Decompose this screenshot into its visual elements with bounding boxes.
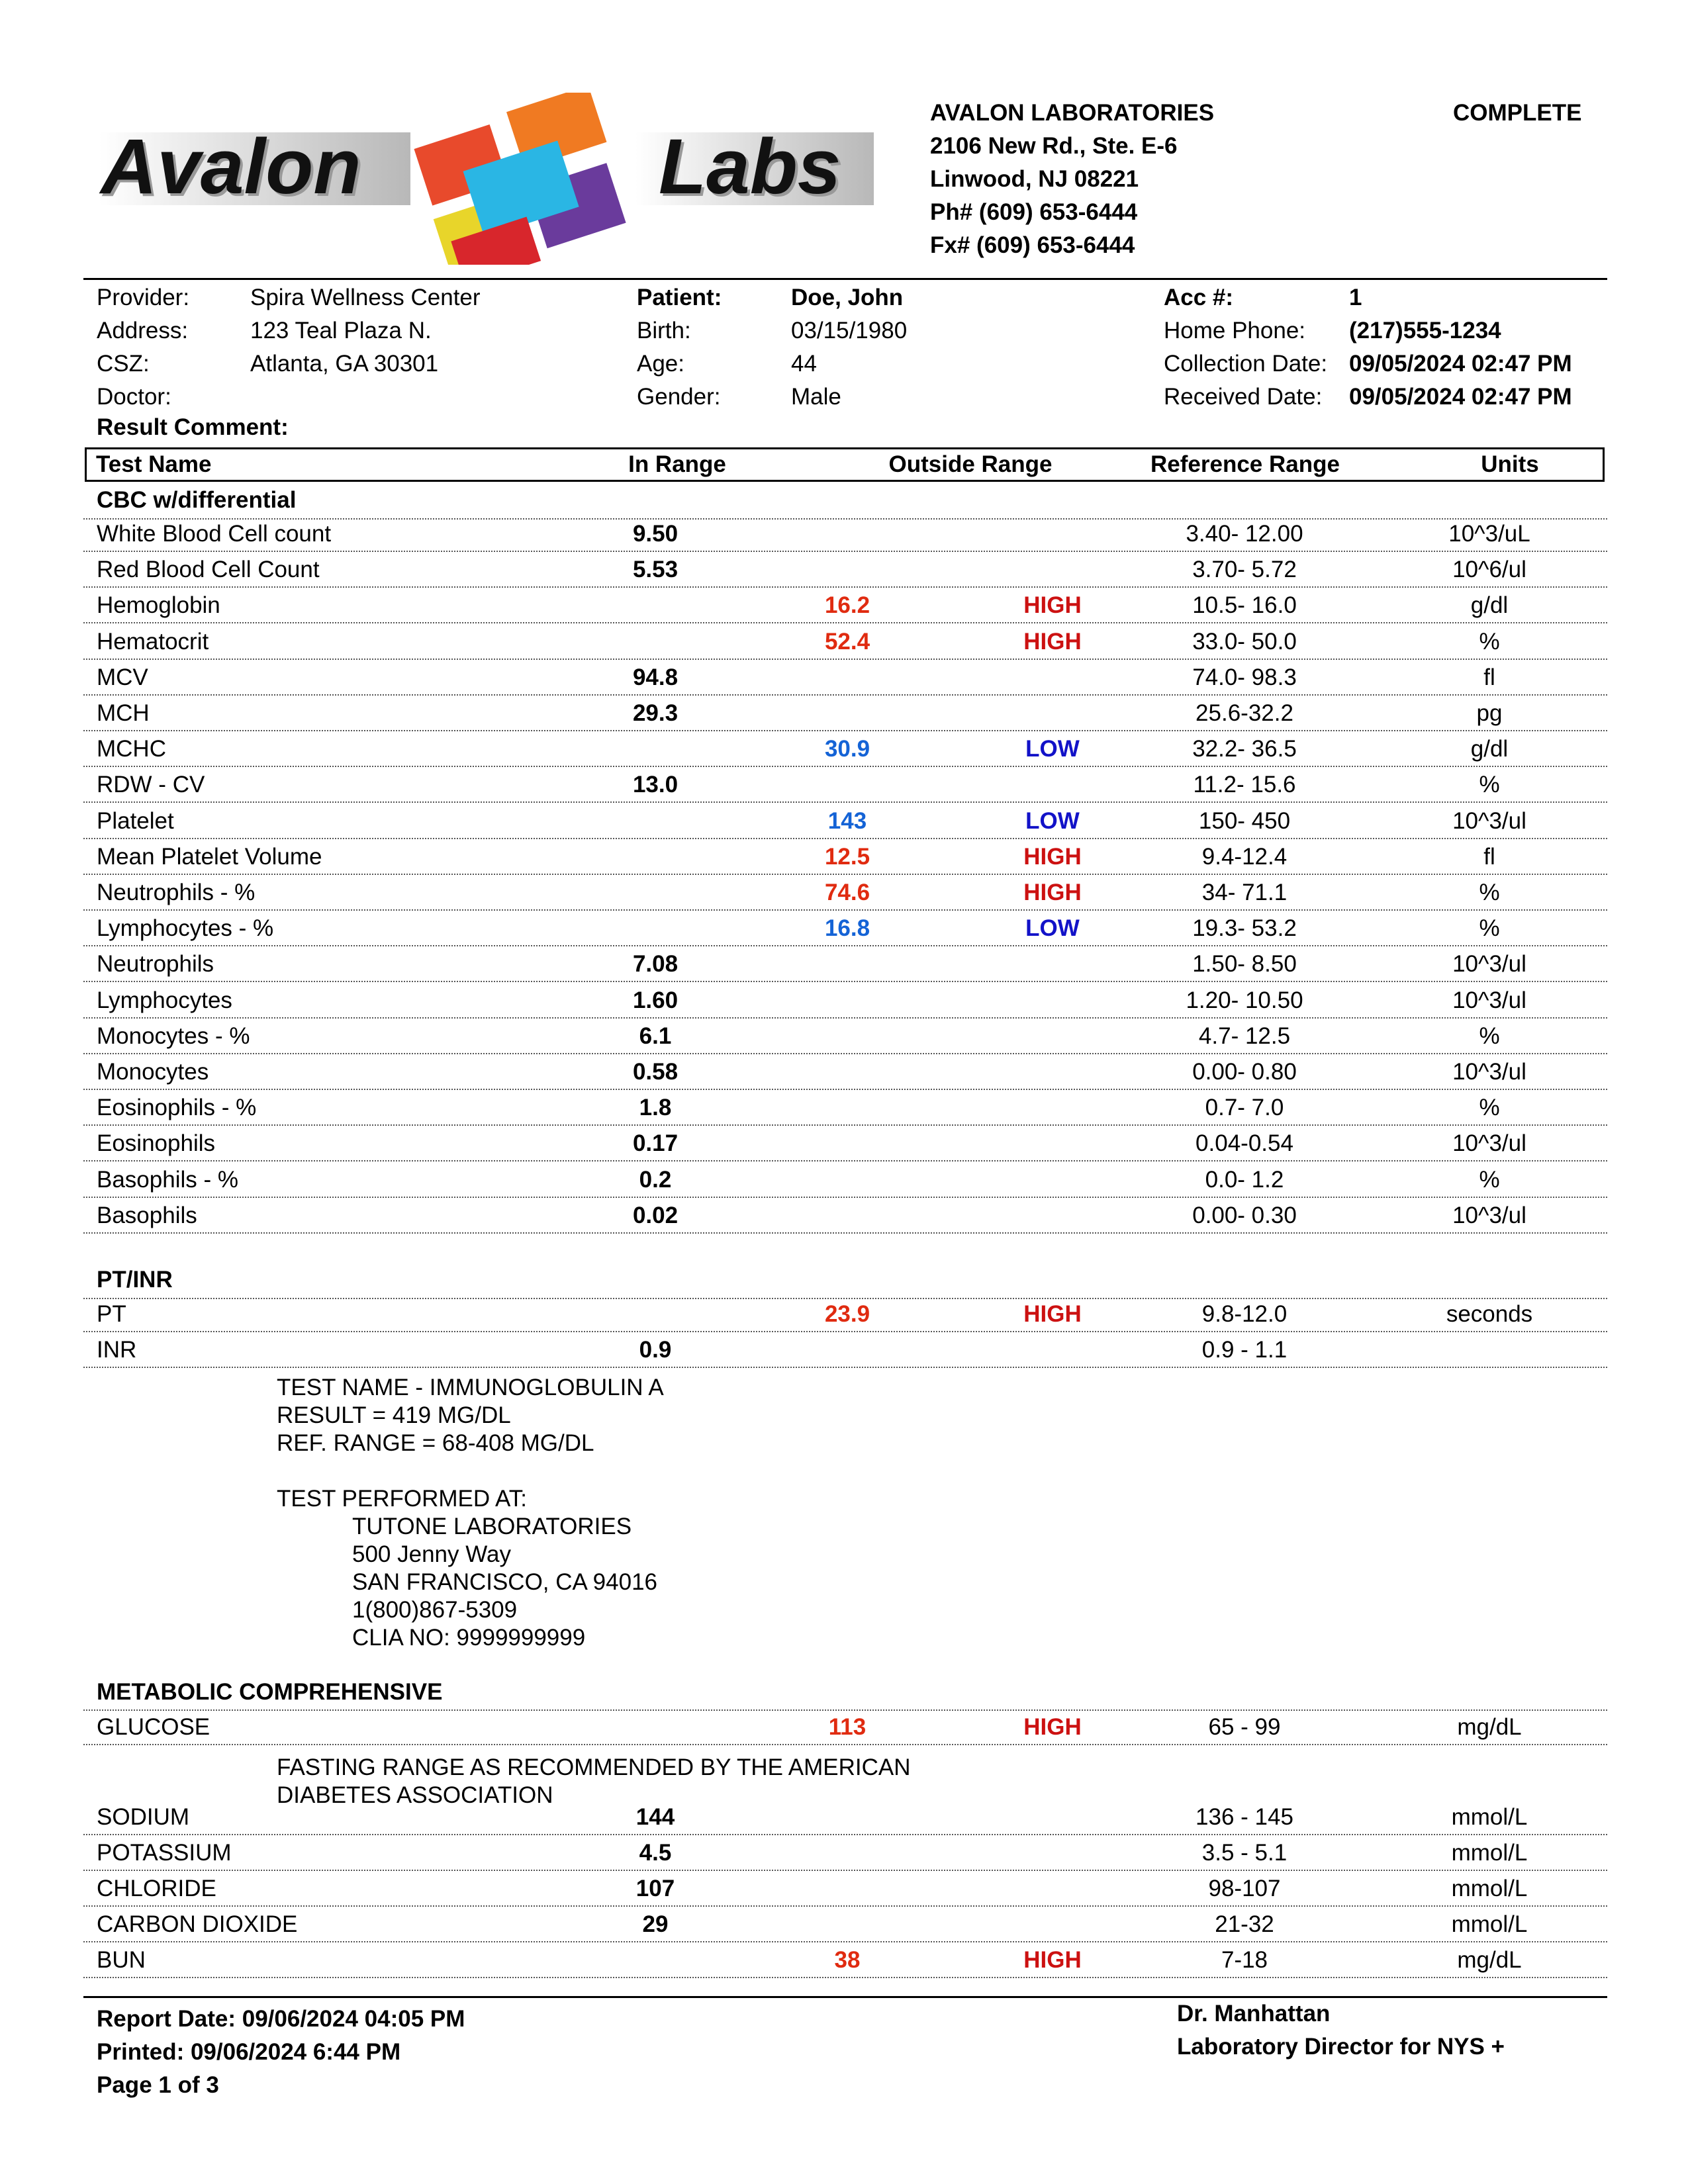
row-divider <box>83 1905 1607 1907</box>
reference-range: 32.2- 36.5 <box>1192 736 1297 762</box>
units: 10^3/uL <box>1448 521 1530 547</box>
flag: HIGH <box>1023 1301 1082 1327</box>
flag: HIGH <box>1023 1714 1082 1740</box>
row-divider <box>83 1834 1607 1835</box>
outside-range-value: 143 <box>827 807 867 834</box>
in-range-value: 94.8 <box>632 664 679 690</box>
reference-range: 33.0- 50.0 <box>1192 628 1297 655</box>
test-name: RDW - CV <box>97 772 205 798</box>
provider-label: Provider: <box>97 285 190 310</box>
test-name: Lymphocytes <box>97 987 232 1013</box>
row-divider <box>83 659 1607 660</box>
in-range-value: 107 <box>635 1876 675 1901</box>
collection-date-value: 09/05/2024 02:47 PM <box>1349 351 1572 377</box>
units: g/dl <box>1470 736 1509 762</box>
header-rule <box>83 278 1607 280</box>
test-name: BUN <box>97 1947 146 1973</box>
units: mg/dL <box>1457 1947 1522 1973</box>
test-name: CHLORIDE <box>97 1876 216 1901</box>
in-range-value: 5.53 <box>632 557 679 583</box>
performed-line: 500 Jenny Way <box>352 1541 511 1567</box>
test-name: GLUCOSE <box>97 1714 211 1740</box>
test-name: Platelet <box>97 807 174 834</box>
performed-line: 1(800)867-5309 <box>352 1597 518 1623</box>
test-name: Monocytes - % <box>97 1023 250 1049</box>
row-divider <box>83 1977 1607 1978</box>
units: 10^3/ul <box>1452 1202 1526 1228</box>
flag: HIGH <box>1023 843 1082 870</box>
flag: HIGH <box>1023 880 1082 905</box>
home-phone-value: (217)555-1234 <box>1349 318 1501 343</box>
units: mmol/L <box>1451 1876 1528 1901</box>
birth-label: Birth: <box>637 318 691 343</box>
reference-range: 0.9 - 1.1 <box>1201 1337 1288 1363</box>
doctor-label: Doctor: <box>97 384 171 410</box>
row-divider <box>83 909 1607 911</box>
printed-date: Printed: 09/06/2024 6:44 PM <box>97 2039 401 2065</box>
test-name: Monocytes <box>97 1059 209 1085</box>
reference-range: 7-18 <box>1221 1947 1268 1973</box>
in-range-value: 0.9 <box>639 1337 672 1363</box>
units: 10^3/ul <box>1452 987 1526 1013</box>
logo-word-labs: Labs <box>659 123 841 210</box>
col-reference-range: Reference Range <box>1150 451 1340 477</box>
reference-range: 98-107 <box>1208 1876 1281 1901</box>
units: 10^3/ul <box>1452 951 1526 978</box>
flag: LOW <box>1025 915 1080 942</box>
reference-range: 0.7- 7.0 <box>1205 1095 1284 1121</box>
test-name: Eosinophils - % <box>97 1095 257 1121</box>
units: 10^3/ul <box>1452 1059 1526 1085</box>
lab-fax: Fx# (609) 653-6444 <box>930 232 1135 258</box>
in-range-value: 0.2 <box>639 1166 672 1193</box>
row-divider <box>83 1744 1607 1745</box>
footer-rule <box>83 1996 1607 1998</box>
row-divider <box>83 1197 1607 1198</box>
row-divider <box>83 1017 1607 1019</box>
units: fl <box>1483 664 1495 690</box>
report-date: Report Date: 09/06/2024 04:05 PM <box>97 2006 465 2032</box>
units: % <box>1479 880 1500 905</box>
outside-range-value: 38 <box>834 1947 861 1973</box>
in-range-value: 29.3 <box>632 700 679 726</box>
flag: HIGH <box>1023 1947 1082 1973</box>
test-name: Hematocrit <box>97 628 209 655</box>
logo-word-avalon: Avalon <box>101 123 361 210</box>
reference-range: 19.3- 53.2 <box>1192 915 1297 942</box>
lab-name: AVALON LABORATORIES <box>930 100 1215 126</box>
row-divider <box>83 1941 1607 1942</box>
units: 10^6/ul <box>1452 557 1526 583</box>
lab-address-line1: 2106 New Rd., Ste. E-6 <box>930 133 1178 159</box>
col-in-range: In Range <box>628 451 726 477</box>
test-name: MCHC <box>97 736 166 762</box>
reference-range: 9.4-12.4 <box>1201 843 1288 870</box>
units: 10^3/ul <box>1452 1130 1526 1157</box>
acc-value: 1 <box>1349 285 1362 310</box>
reference-range: 1.50- 8.50 <box>1192 951 1297 978</box>
flag: LOW <box>1025 736 1080 762</box>
reference-range: 0.00- 0.30 <box>1192 1202 1297 1228</box>
reference-range: 3.5 - 5.1 <box>1201 1840 1288 1866</box>
row-divider <box>83 1053 1607 1054</box>
flag: HIGH <box>1023 628 1082 655</box>
col-test-name: Test Name <box>96 451 212 477</box>
provider-value: Spira Wellness Center <box>250 285 481 310</box>
reference-range: 4.7- 12.5 <box>1198 1023 1291 1049</box>
in-range-value: 7.08 <box>632 951 679 978</box>
test-name: Neutrophils <box>97 951 214 978</box>
outside-range-value: 16.8 <box>824 915 870 942</box>
performed-line: SAN FRANCISCO, CA 94016 <box>352 1569 657 1595</box>
units: 10^3/ul <box>1452 807 1526 834</box>
csz-label: CSZ: <box>97 351 150 377</box>
reference-range: 0.00- 0.80 <box>1192 1059 1297 1085</box>
test-name: INR <box>97 1337 137 1363</box>
units: mmol/L <box>1451 1840 1528 1866</box>
units: mg/dL <box>1457 1714 1522 1740</box>
address-value: 123 Teal Plaza N. <box>250 318 432 343</box>
reference-range: 0.04-0.54 <box>1196 1130 1293 1157</box>
test-name: PT <box>97 1301 126 1327</box>
in-range-value: 13.0 <box>632 772 679 798</box>
reference-range: 11.2- 15.6 <box>1193 772 1296 798</box>
page-number: Page 1 of 3 <box>97 2072 219 2098</box>
in-range-value: 144 <box>635 1804 675 1830</box>
test-name: Neutrophils - % <box>97 880 256 905</box>
outside-range-value: 16.2 <box>824 592 870 619</box>
reference-range: 3.70- 5.72 <box>1192 557 1297 583</box>
reference-range: 3.40- 12.00 <box>1186 521 1303 547</box>
units: % <box>1479 1166 1500 1193</box>
in-range-value: 0.58 <box>632 1059 679 1085</box>
test-name: Basophils <box>97 1202 197 1228</box>
row-divider <box>83 945 1607 946</box>
test-name: White Blood Cell count <box>97 521 332 547</box>
gender-label: Gender: <box>637 384 721 410</box>
received-date-label: Received Date: <box>1164 384 1323 410</box>
row-divider <box>83 801 1607 803</box>
lab-logo <box>93 93 880 265</box>
reference-range: 21-32 <box>1215 1911 1274 1937</box>
outside-range-value: 12.5 <box>824 843 870 870</box>
test-name: POTASSIUM <box>97 1840 232 1866</box>
row-divider <box>83 694 1607 696</box>
reference-range: 1.20- 10.50 <box>1186 987 1303 1013</box>
director-title: Laboratory Director for NYS + <box>1177 2034 1505 2060</box>
outside-range-value: 52.4 <box>824 628 870 655</box>
home-phone-label: Home Phone: <box>1164 318 1306 343</box>
row-divider <box>83 766 1607 767</box>
units: % <box>1479 628 1500 655</box>
collection-date-label: Collection Date: <box>1164 351 1328 377</box>
in-range-value: 4.5 <box>639 1840 672 1866</box>
in-range-value: 1.60 <box>632 987 679 1013</box>
row-divider <box>83 1709 1607 1711</box>
section-title-metabolic: METABOLIC COMPREHENSIVE <box>97 1679 443 1705</box>
units: mmol/L <box>1451 1804 1528 1830</box>
row-divider <box>83 1232 1607 1234</box>
test-name: Eosinophils <box>97 1130 215 1157</box>
row-divider <box>83 981 1607 982</box>
row-divider <box>83 1870 1607 1871</box>
outside-range-value: 23.9 <box>824 1301 870 1327</box>
row-divider <box>83 1160 1607 1161</box>
test-name: Mean Platelet Volume <box>97 843 322 870</box>
lab-phone: Ph# (609) 653-6444 <box>930 199 1138 225</box>
outside-range-value: 30.9 <box>824 736 870 762</box>
row-divider <box>83 1367 1607 1368</box>
address-label: Address: <box>97 318 189 343</box>
iga-note-line: TEST PERFORMED AT: <box>277 1486 527 1512</box>
reference-range: 10.5- 16.0 <box>1192 592 1297 619</box>
col-units: Units <box>1481 451 1539 477</box>
result-comment-label: Result Comment: <box>97 414 289 440</box>
units: seconds <box>1446 1301 1533 1327</box>
row-divider <box>83 838 1607 839</box>
flag: HIGH <box>1023 592 1082 619</box>
flag: LOW <box>1025 807 1080 834</box>
reference-range: 25.6-32.2 <box>1196 700 1293 726</box>
acc-label: Acc #: <box>1164 285 1234 310</box>
row-divider <box>83 551 1607 552</box>
gender-value: Male <box>791 384 841 410</box>
outside-range-value: 113 <box>828 1714 867 1740</box>
section-title-cbc: CBC w/differential <box>97 487 297 513</box>
iga-note-line: RESULT = 419 MG/DL <box>277 1402 511 1428</box>
test-name: Basophils - % <box>97 1166 238 1193</box>
director-name: Dr. Manhattan <box>1177 2001 1331 2026</box>
row-divider <box>83 874 1607 875</box>
units: % <box>1479 1023 1500 1049</box>
row-divider <box>83 1331 1607 1332</box>
birth-value: 03/15/1980 <box>791 318 908 343</box>
in-range-value: 1.8 <box>639 1095 672 1121</box>
in-range-value: 0.17 <box>632 1130 679 1157</box>
in-range-value: 29 <box>642 1911 669 1937</box>
test-name: MCH <box>97 700 150 726</box>
col-outside-range: Outside Range <box>888 451 1053 477</box>
in-range-value: 6.1 <box>639 1023 672 1049</box>
age-label: Age: <box>637 351 684 377</box>
reference-range: 34- 71.1 <box>1201 880 1288 905</box>
row-divider <box>83 1089 1607 1090</box>
performed-line: CLIA NO: 9999999999 <box>352 1625 586 1651</box>
test-name: MCV <box>97 664 148 690</box>
test-name: Lymphocytes - % <box>97 915 274 942</box>
units: pg <box>1476 700 1503 726</box>
units: % <box>1479 772 1500 798</box>
iga-note-line: TEST NAME - IMMUNOGLOBULIN A <box>277 1375 664 1400</box>
reference-range: 65 - 99 <box>1208 1714 1281 1740</box>
performed-line: TUTONE LABORATORIES <box>352 1514 632 1539</box>
row-divider <box>83 518 1607 520</box>
row-divider <box>83 730 1607 731</box>
units: g/dl <box>1470 592 1509 619</box>
test-name: Red Blood Cell Count <box>97 557 320 583</box>
lab-address-line2: Linwood, NJ 08221 <box>930 166 1139 192</box>
received-date-value: 09/05/2024 02:47 PM <box>1349 384 1572 410</box>
csz-value: Atlanta, GA 30301 <box>250 351 439 377</box>
report-status: COMPLETE <box>1453 100 1582 126</box>
glucose-note-line: DIABETES ASSOCIATION <box>277 1782 553 1808</box>
section-title-ptinr: PT/INR <box>97 1267 173 1293</box>
units: % <box>1479 1095 1500 1121</box>
iga-note-line: REF. RANGE = 68-408 MG/DL <box>277 1430 594 1456</box>
reference-range: 9.8-12.0 <box>1201 1301 1288 1327</box>
reference-range: 150- 450 <box>1198 807 1291 834</box>
glucose-note-line: FASTING RANGE AS RECOMMENDED BY THE AMERICAN <box>277 1754 911 1780</box>
column-header <box>85 447 1605 482</box>
age-value: 44 <box>791 351 817 377</box>
in-range-value: 0.02 <box>632 1202 679 1228</box>
units: mmol/L <box>1451 1911 1528 1937</box>
patient-label: Patient: <box>637 285 722 310</box>
test-name: CARBON DIOXIDE <box>97 1911 298 1937</box>
reference-range: 74.0- 98.3 <box>1192 664 1297 690</box>
units: % <box>1479 915 1500 942</box>
in-range-value: 9.50 <box>632 521 679 547</box>
units: fl <box>1483 843 1495 870</box>
test-name: SODIUM <box>97 1804 189 1830</box>
reference-range: 0.0- 1.2 <box>1205 1166 1284 1193</box>
row-divider <box>83 622 1607 623</box>
row-divider <box>83 1124 1607 1126</box>
test-name: Hemoglobin <box>97 592 220 619</box>
patient-name: Doe, John <box>791 285 904 310</box>
outside-range-value: 74.6 <box>824 880 870 905</box>
row-divider <box>83 586 1607 588</box>
reference-range: 136 - 145 <box>1196 1804 1293 1830</box>
row-divider <box>83 1298 1607 1299</box>
